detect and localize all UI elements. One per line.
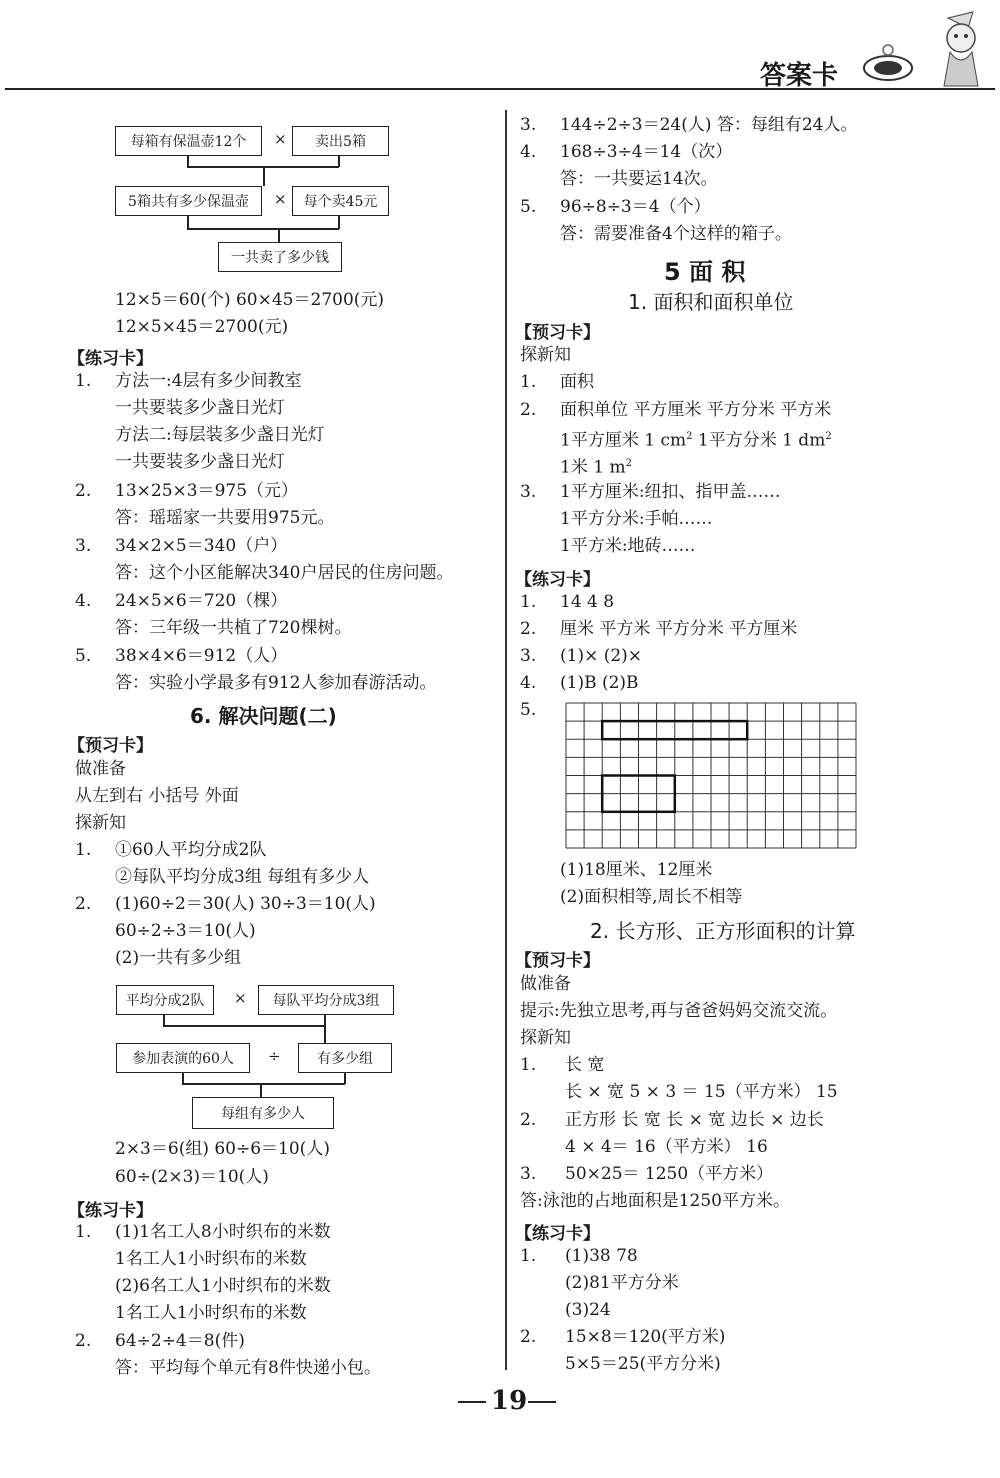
item-number: 1. [75,1222,92,1242]
item-number: 1. [520,1246,537,1266]
page-number: 19 [491,1386,528,1416]
section-title: 2. 长方形、正方形面积的计算 [590,919,856,943]
mascot-icon [858,40,918,84]
section-title: 6. 解决问题(二) [190,704,337,728]
eq-line: 12×5×45＝2700(元) [115,317,289,337]
item-number: 2. [75,1331,92,1351]
item-number: 3. [520,482,537,502]
practice-card-label: 【练习卡】 [68,1201,153,1221]
item-number: 1. [75,840,92,860]
answer-line: 方法二:每层装多少盏日光灯 [115,425,325,445]
diagram1-times-2: × [274,190,287,208]
answer-line: 一共要装多少盏日光灯 [115,398,285,418]
header-rule [5,88,995,90]
answer-line: (3)24 [565,1300,611,1320]
column-divider [505,110,507,1370]
diagram1-box-price: 每个卖45元 [292,186,389,216]
answer-line: 1平方分米:手帕…… [560,509,713,529]
item-number: 5. [520,700,537,720]
preview-card-label: 【预习卡】 [515,951,600,971]
answer-line: (1)B (2)B [560,673,639,693]
practice-card-label: 【练习卡】 [68,349,153,369]
answer-line: 144÷2÷3＝24(人) 答：每组有24人。 [560,115,858,135]
diagram2-box-participants: 参加表演的60人 [116,1043,250,1073]
answer-line: (2)6名工人1小时织布的米数 [115,1276,331,1296]
item-number: 2. [520,400,537,420]
item-number: 4. [520,142,537,162]
answer-line: 答：需要准备4个这样的箱子。 [560,224,792,244]
answer-line: 24×5×6＝720（棵） [115,591,288,611]
answer-line: 1平方厘米 1 $cm^2$ 1平方分米 1 $dm^2$ [560,430,832,451]
footer-dash-left [458,1401,486,1403]
answer-line: 答：三年级一共植了720棵树。 [115,618,352,638]
diagram1-times: × [274,130,287,148]
item-number: 3. [520,115,537,135]
item-number: 2. [520,619,537,639]
answer-line: 答:泳池的占地面积是1250平方米。 [520,1191,790,1211]
answer-line: 5×5＝25(平方分米) [565,1354,721,1374]
diagram2-times: × [234,989,247,1007]
answer-line: 64÷2÷4＝8(件) [115,1331,245,1351]
answer-line: 38×4×6＝912（人） [115,646,288,666]
answer-line: 面积 [560,372,594,392]
item-number: 3. [520,1164,537,1184]
eq-line: 60÷(2×3)＝10(人) [115,1167,269,1187]
diagram2-box-teams: 平均分成2队 [116,985,214,1015]
diagram2-box-groups-per-team: 每队平均分成3组 [258,985,394,1015]
answer-line: 4 × 4＝ 16（平方米） 16 [565,1137,768,1157]
item-number: 2. [75,481,92,501]
answer-line: 面积单位 平方厘米 平方分米 平方米 [560,400,832,420]
answer-line: 答：一共要运14次。 [560,169,718,189]
answer-line: 15×8＝120(平方米) [565,1327,726,1347]
item-number: 3. [520,646,537,666]
answer-line: 长 × 宽 5 × 3 ＝ 15（平方米） 15 [565,1082,838,1102]
item-number: 1. [520,592,537,612]
item-number: 3. [75,536,92,556]
answer-line: 厘米 平方米 平方分米 平方厘米 [560,619,798,639]
answer-line: (1)× (2)× [560,646,643,666]
item-number: 2. [520,1110,537,1130]
answer-line: (1)60÷2＝30(人) 30÷3＝10(人) [115,894,376,914]
answer-line: 96÷8÷3＝4（个） [560,197,711,217]
footer-dash-right [528,1401,556,1403]
diagram2-box-result: 每组有多少人 [192,1097,334,1129]
item-number: 1. [520,1055,537,1075]
answer-line: (2)面积相等,周长不相等 [560,887,743,907]
practice-card-label: 【练习卡】 [515,570,600,590]
answer-line: 从左到右 小括号 外面 [75,786,239,806]
item-number: 4. [75,591,92,611]
answer-line: (2)81平方分米 [565,1273,679,1293]
subheading: 探新知 [75,813,126,833]
diagram2-divide: ÷ [268,1047,281,1065]
eq-line: 2×3＝6(组) 60÷6＝10(人) [115,1139,330,1159]
answer-line: 方法一:4层有多少间教室 [115,371,302,391]
answer-line: (1)1名工人8小时织布的米数 [115,1222,331,1242]
answer-line: 1米 1 $m^2$ [560,457,632,478]
preview-card-label: 【预习卡】 [68,736,153,756]
subheading: 做准备 [520,974,571,994]
answer-line: (1)18厘米、12厘米 [560,860,713,880]
section-title: 1. 面积和面积单位 [628,290,794,314]
preview-card-label: 【预习卡】 [515,323,600,343]
answer-line: 答：平均每个单元有8件快递小包。 [115,1358,381,1378]
item-number: 4. [520,673,537,693]
answer-line: 60÷2÷3＝10(人) [115,921,256,941]
answer-line: 提示:先独立思考,再与爸爸妈妈交流交流。 [520,1001,838,1021]
answer-line: 1平方厘米:纽扣、指甲盖…… [560,482,781,502]
item-number: 1. [520,372,537,392]
header-title: 答案卡 [760,61,839,91]
subheading: 探新知 [520,1028,571,1048]
diagram1-box-bottles: 每箱有保温壶12个 [115,126,262,156]
area-grid [565,702,855,848]
cartoon-figure-icon [928,8,994,92]
answer-line: 34×2×5＝340（户） [115,536,288,556]
answer-line: 168÷3÷4＝14（次） [560,142,733,162]
answer-line: (2)一共有多少组 [115,948,242,968]
item-number: 2. [75,894,92,914]
item-number: 1. [75,371,92,391]
answer-line: 长 宽 [565,1055,605,1075]
answer-line: 正方形 长 宽 长 × 宽 边长 × 边长 [565,1110,824,1130]
eq-line: 12×5＝60(个) 60×45＝2700(元) [115,290,385,310]
item-number: 5. [520,197,537,217]
diagram1-box-result: 一共卖了多少钱 [218,242,342,272]
answer-line: 13×25×3＝975（元） [115,481,299,501]
answer-line: (1)38 78 [565,1246,638,1266]
answer-line: 1名工人1小时织布的米数 [115,1303,307,1323]
answer-line: ②每队平均分成3组 每组有多少人 [115,867,370,887]
answer-line: 答：实验小学最多有912人参加春游活动。 [115,673,437,693]
subheading: 探新知 [520,345,571,365]
answer-line: ①60人平均分成2队 [115,840,267,860]
diagram2-box-how-many-groups: 有多少组 [298,1043,392,1073]
answer-line: 14 4 8 [560,592,615,612]
subheading: 做准备 [75,759,126,779]
answer-line: 50×25＝ 1250（平方米） [565,1164,774,1184]
answer-line: 1平方米:地砖…… [560,536,696,556]
chapter-title: 5 面 积 [664,258,746,286]
diagram1-box-sold: 卖出5箱 [292,126,389,156]
answer-line: 答：瑶瑶家一共要用975元。 [115,508,335,528]
answer-line: 1名工人1小时织布的米数 [115,1249,307,1269]
diagram1-box-total-bottles: 5箱共有多少保温壶 [115,186,262,216]
practice-card-label: 【练习卡】 [515,1224,600,1244]
answer-line: 一共要装多少盏日光灯 [115,452,285,472]
answer-line: 答：这个小区能解决340户居民的住房问题。 [115,563,454,583]
item-number: 2. [520,1327,537,1347]
item-number: 5. [75,646,92,666]
